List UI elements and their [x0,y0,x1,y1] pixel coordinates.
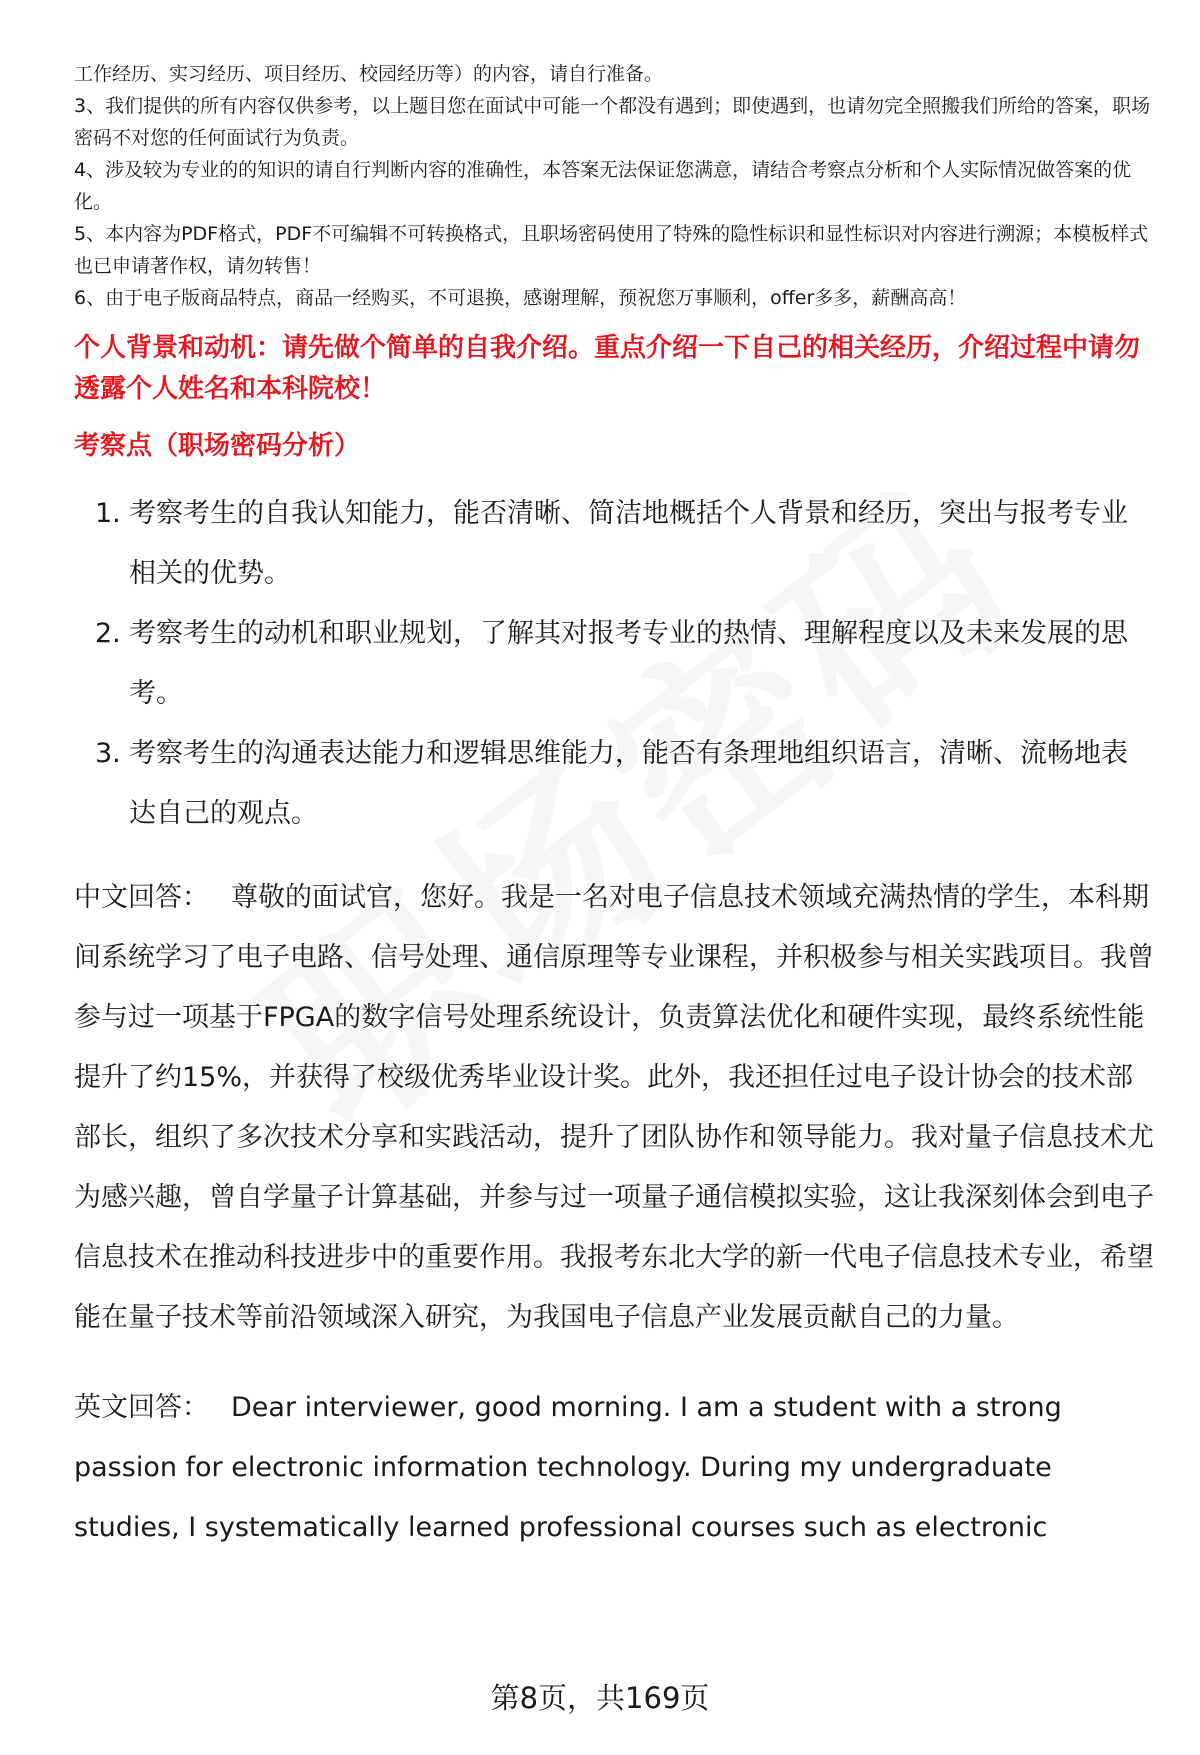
notes-block [74,58,1154,314]
list-item-text: 考察考生的动机和职业规划，了解其对报考专业的热情、理解程度以及未来发展的思考。 [129,618,1128,709]
analysis-points-list [74,484,1154,844]
note-line: 4、涉及较为专业的的知识的请自行判断内容的准确性，本答案无法保证您满意，请结合考察点分析和个人实际情况做答案的优化。 [74,159,1132,213]
chinese-answer-text: 尊敬的面试官，您好。我是一名对电子信息技术领域充满热情的学生，本科期间系统学习了电子电路、信号处理、通信原理等专业课程，并积极参与相关实践项目。我曾参与过一项基于FPGA的数字信号处理系统设计，负责算法优化和硬件实现，最终系统性能提升了约15%，并获得了校级优秀毕业设计奖。此外，我还担任过电子设计协会的技术部部长，组织了多次技术分享和实践活动，提升了团队协作和领导能力。我对量子信息技术尤为感兴趣，曾自学量子计算基础，并参与过一项量子通信模拟实验，这让我深刻体会到电子信息技术在推动科技进步中的重要作用。我报考东北大学的新一代电子信息技术专业，希望能在量子技术等前沿领域深入研究，为我国电子信息产业发展贡献自己的力量。 [74,882,1154,1333]
note-line: 3、我们提供的所有内容仅供参考，以上题目您在面试中可能一个都没有遇到；即使遇到，也请勿完全照搬我们所给的答案，职场密码不对您的任何面试行为负责。 [74,95,1151,149]
list-item-text: 考察考生的沟通表达能力和逻辑思维能力，能否有条理地组织语言，清晰、流畅地表达自己的观点。 [129,738,1128,829]
analysis-section-title: 考察点（职场密码分析） [74,431,361,461]
page-content [74,58,1154,1558]
english-answer-text: Dear interviewer, good morning. I am a student with a strong passion for electronic information technology. During my undergraduate studies, I systematically learned professional courses such as electronic [74,1392,1062,1543]
note-line: 5、本内容为PDF格式，PDF不可编辑不可转换格式，且职场密码使用了特殊的隐性标识和显性标识对内容进行溯源；本模板样式也已申请著作权，请勿转售！ [74,223,1149,277]
page-number-footer: 第8页，共169页 [490,1681,710,1715]
list-item-number: 2. [95,618,121,649]
list-item-number: 1. [95,498,121,529]
note-line: 工作经历、实习经历、项目经历、校园经历等）的内容，请自行准备。 [74,63,664,85]
list-item [74,724,1154,844]
note-line: 6、由于电子版商品特点，商品一经购买，不可退换，感谢理解，预祝您万事顺利，offer多多，薪酬高高！ [74,287,967,309]
list-item-text: 考察考生的自我认知能力，能否清晰、简洁地概括个人背景和经历，突出与报考专业相关的优势。 [129,498,1128,589]
list-item [74,484,1154,604]
list-item [74,604,1154,724]
chinese-answer-label: 中文回答： [74,882,209,913]
english-answer-label: 英文回答： [74,1392,209,1423]
chinese-answer [74,868,1154,1348]
english-answer [74,1378,1154,1558]
question-heading: 个人背景和动机：请先做个简单的自我介绍。重点介绍一下自己的相关经历，介绍过程中请勿透露个人姓名和本科院校！ [74,333,1141,404]
list-item-number: 3. [95,738,121,769]
